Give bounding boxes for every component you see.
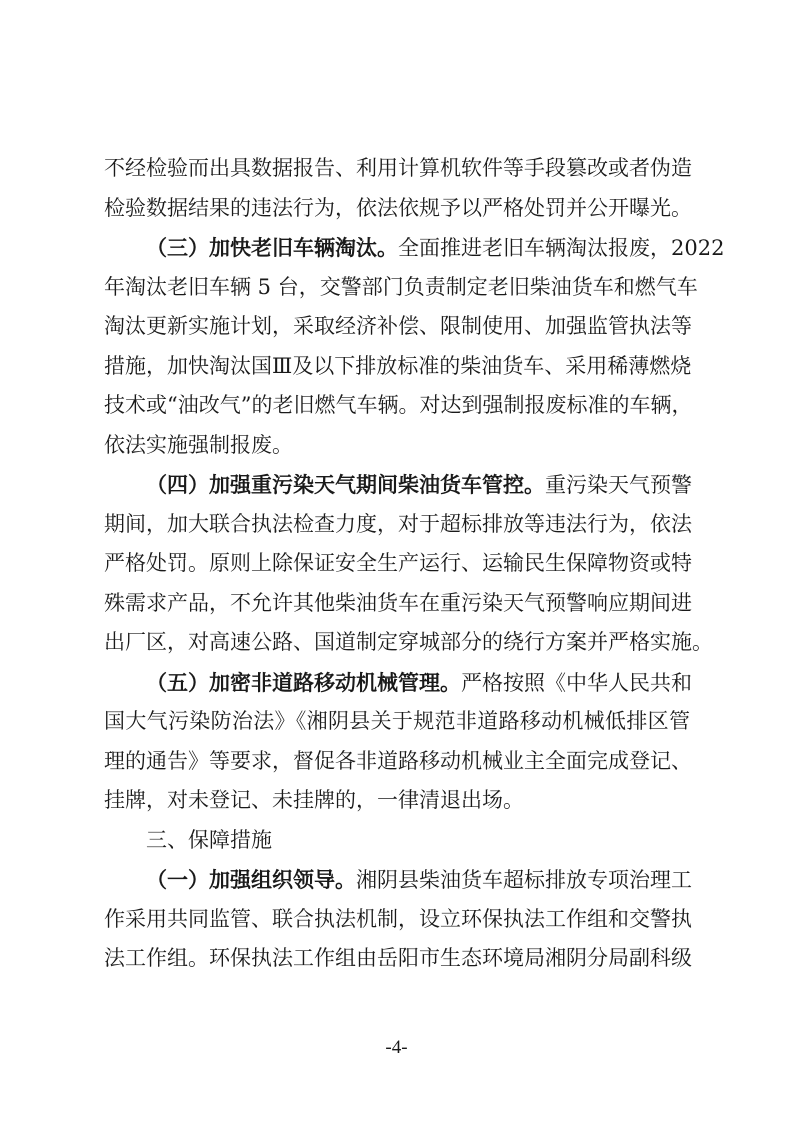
section-heading-1: （一）加强组织领导。 — [146, 867, 356, 892]
paragraph-line: 挂牌，对未登记、未挂牌的，一律清退出场。 — [104, 788, 524, 812]
paragraph-line: 期间，加大联合执法检查力度，对于超标排放等违法行为，依法 — [104, 511, 692, 536]
paragraph-line: 技术或“油改气”的老旧燃气车辆。对达到强制报废标准的车辆， — [104, 393, 693, 417]
paragraph-text: 严格按照《中华人民共和 — [461, 670, 692, 695]
paragraph-line: 检验数据结果的违法行为，依法依规予以严格处罚并公开曝光。 — [104, 195, 692, 220]
document-body — [104, 149, 725, 979]
paragraph-text: 重污染天气预警 — [545, 473, 692, 497]
paragraph-line: 理的通告》等要求，督促各非道路移动机械业主全面完成登记、 — [104, 748, 692, 773]
section-heading-5: （五）加密非道路移动机械管理。 — [146, 669, 461, 695]
paragraph-line: 年淘汰老旧车辆 5 台，交警部门负责制定老旧柴油货车和燃气车 — [104, 274, 698, 299]
paragraph-text: 全面推进老旧车辆淘汰报废，2022 — [398, 236, 725, 260]
page-number: -4- — [385, 1037, 408, 1058]
paragraph-line: 法工作组。环保执法工作组由岳阳市生态环境局湘阴分局副科级 — [104, 946, 692, 970]
section-heading-3: （三）加快老旧车辆淘汰。 — [146, 235, 398, 260]
chapter-heading: 三、保障措施 — [146, 827, 272, 852]
paragraph-line: 严格处罚。原则上除保证安全生产运行、运输民生保障物资或特 — [104, 551, 692, 575]
paragraph-line: 措施，加快淘汰国Ⅲ及以下排放标准的柴油货车、采用稀薄燃烧 — [104, 353, 692, 378]
paragraph-line — [104, 860, 690, 900]
paragraph-line: 国大气污染防治法》《湘阴县关于规范非道路移动机械低排区管 — [104, 709, 690, 733]
paragraph-line: 殊需求产品，不允许其他柴油货车在重污染天气预警响应期间进 — [104, 590, 692, 615]
section-heading-4: （四）加强重污染天气期间柴油货车管控。 — [146, 472, 545, 497]
paragraph-line: 不经检验而出具数据报告、利用计算机软件等手段篡改或者伪造 — [104, 156, 692, 180]
paragraph-text: 湘阴县柴油货车超标排放专项治理工 — [356, 868, 692, 892]
paragraph-line — [104, 465, 690, 505]
paragraph-line: 出厂区，对高速公路、国道制定穿城部分的绕行方案并严格实施。 — [104, 630, 713, 654]
paragraph-line — [104, 663, 690, 703]
paragraph-line: 作采用共同监管、联合执法机制，设立环保执法工作组和交警执 — [104, 906, 692, 931]
paragraph-line: 依法实施强制报废。 — [104, 432, 293, 457]
paragraph-line: 淘汰更新实施计划，采取经济补偿、限制使用、加强监管执法等 — [104, 314, 692, 338]
paragraph-line — [104, 228, 725, 268]
